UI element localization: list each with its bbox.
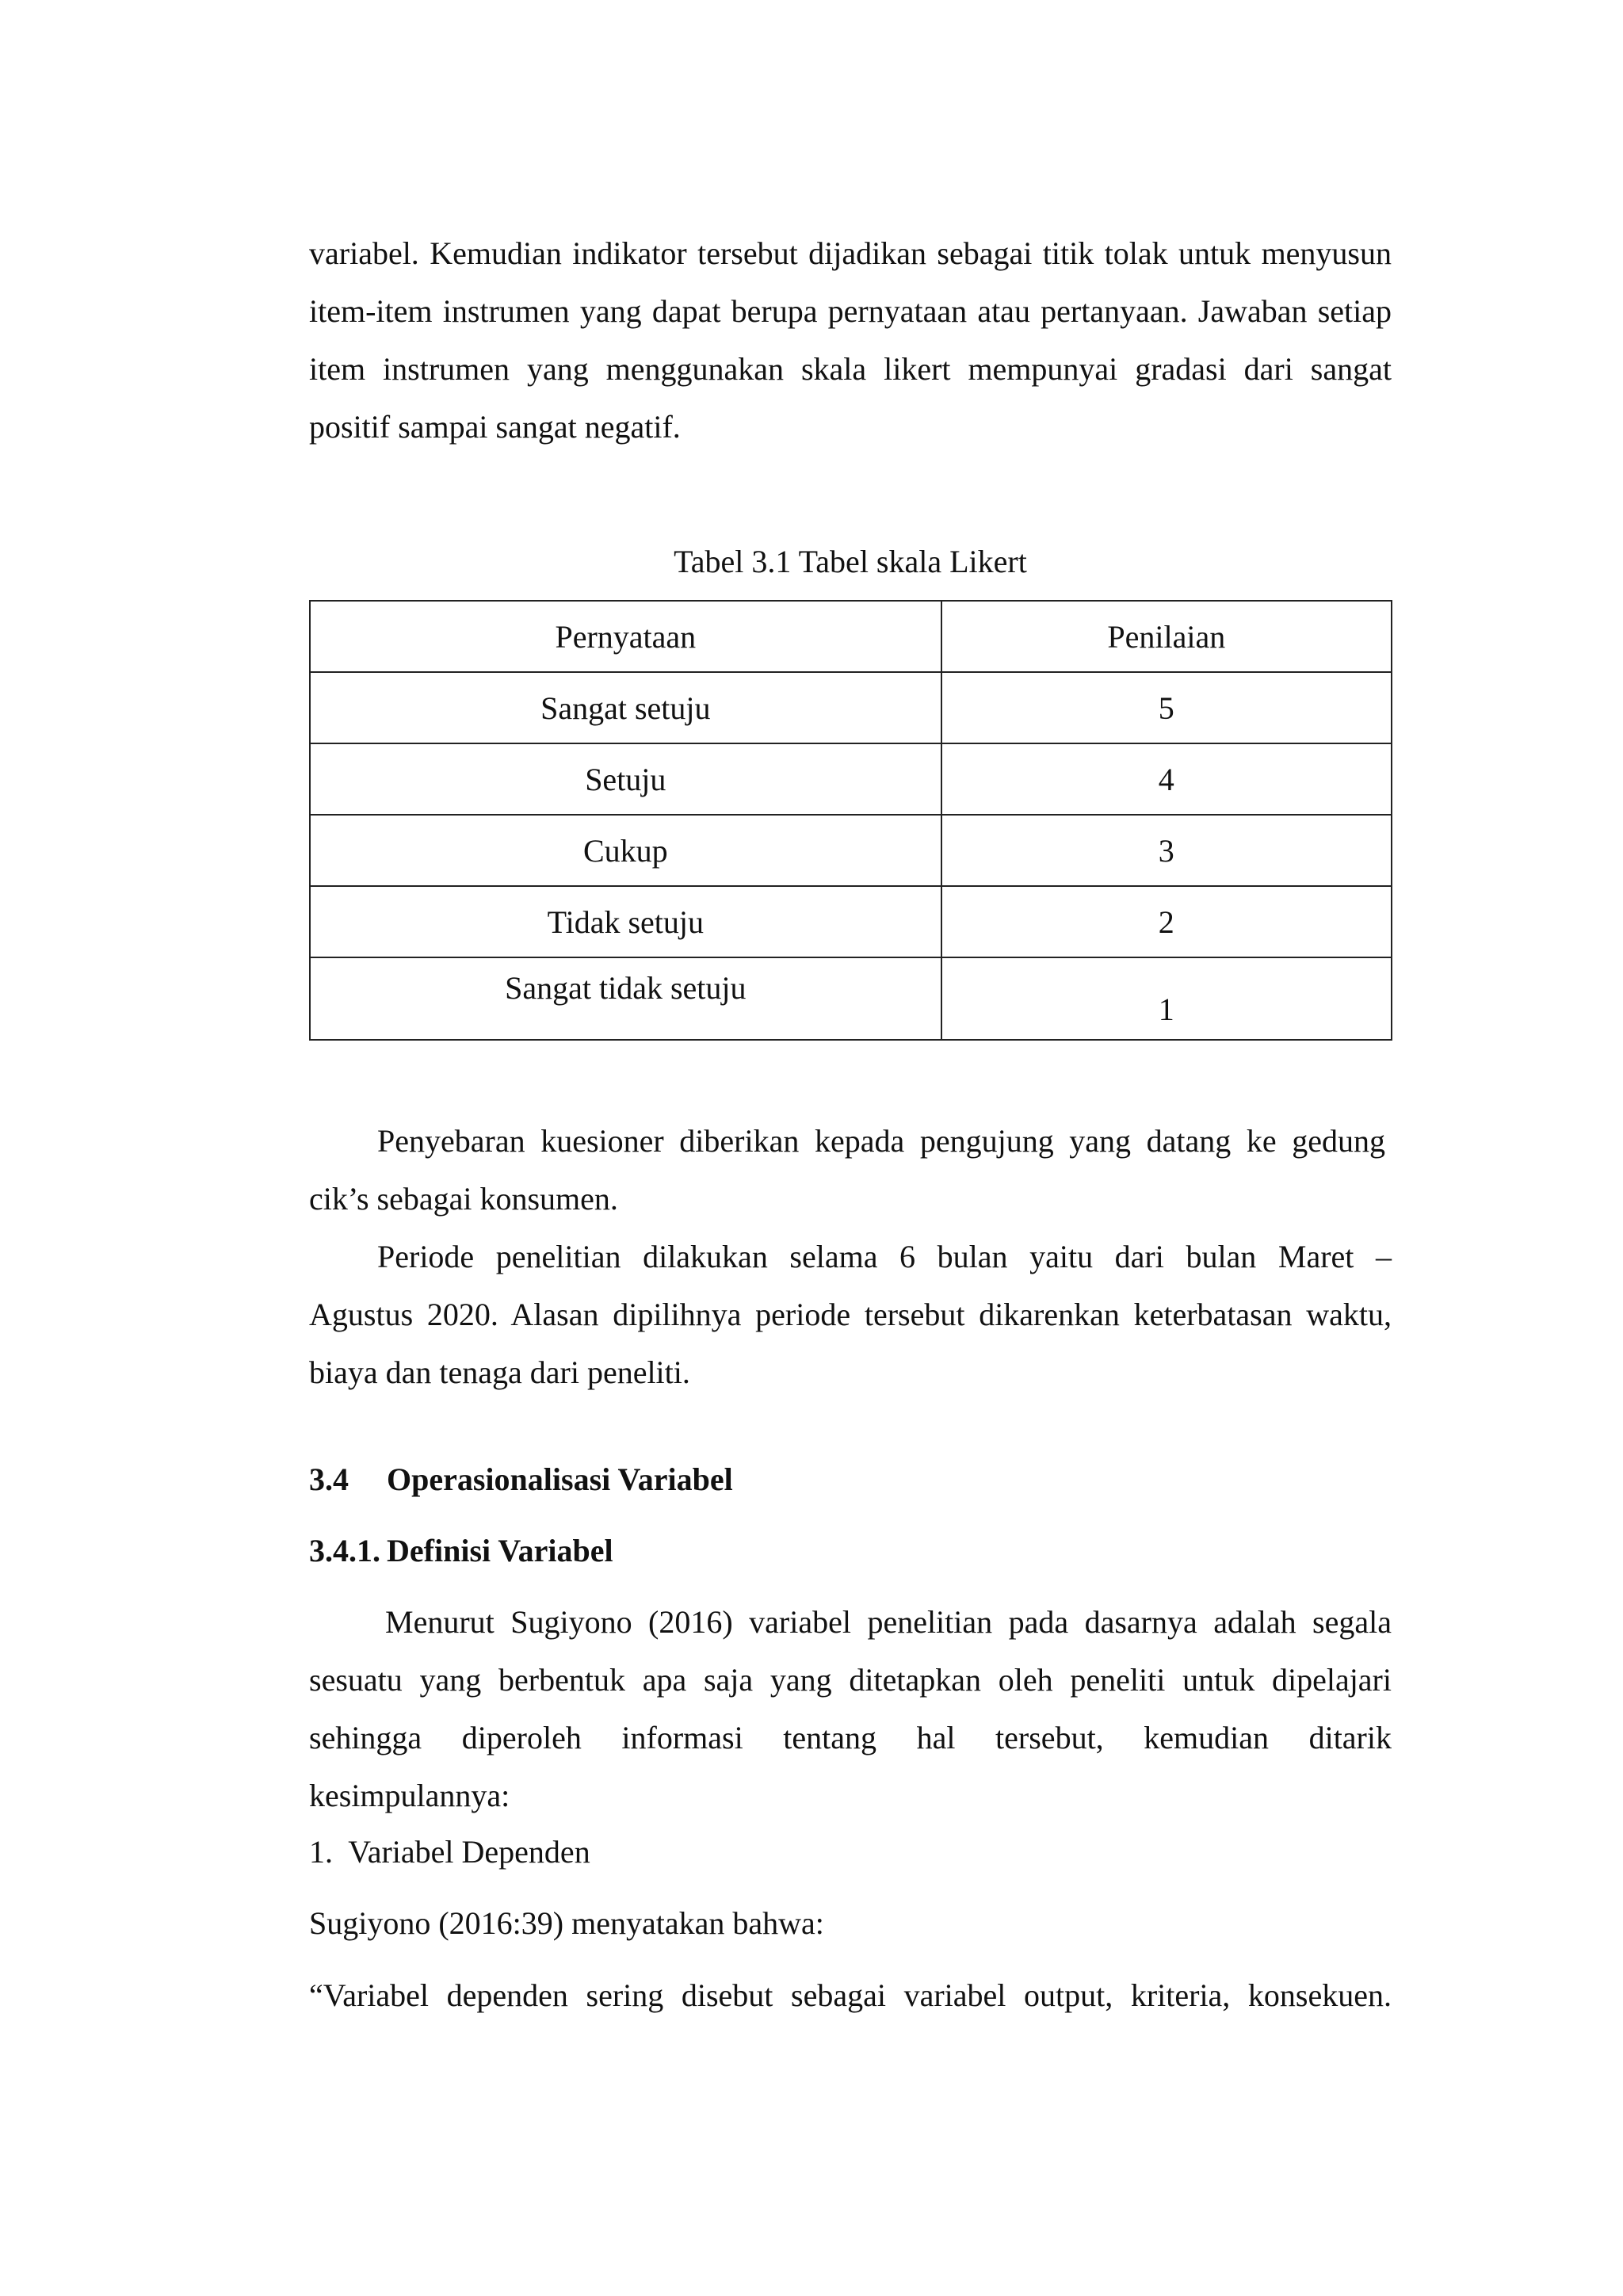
statement-cell: Setuju xyxy=(310,743,941,815)
distribution-paragraph-line-1: Penyebaran kuesioner diberikan kepada pengujung yang datang ke gedung xyxy=(377,1123,1385,1159)
table-row xyxy=(310,743,1392,815)
table-row xyxy=(310,886,1392,957)
definition-paragraph-line-3: sehingga diperoleh informasi tentang hal tersebut, kemudian ditarik xyxy=(309,1720,1392,1755)
table-row xyxy=(310,957,1392,1040)
definition-paragraph-line-2: sesuatu yang berbentuk apa saja yang ditetapkan oleh peneliti untuk dipelajari xyxy=(309,1662,1392,1698)
likert-scale-table xyxy=(309,600,1392,1041)
definition-paragraph-line-1: Menurut Sugiyono (2016) variabel penelitian pada dasarnya adalah segala xyxy=(385,1604,1392,1640)
score-cell: 1 xyxy=(941,957,1392,1040)
period-paragraph-line-1: Periode penelitian dilakukan selama 6 bulan yaitu dari bulan Maret – xyxy=(377,1239,1392,1274)
period-paragraph-line-2: Agustus 2020. Alasan dipilihnya periode tersebut dikarenkan keterbatasan waktu, xyxy=(309,1297,1392,1332)
subsection-number: 3.4.1. xyxy=(309,1533,380,1568)
distribution-paragraph-line-2: cik’s sebagai konsumen. xyxy=(309,1181,618,1217)
subsection-title: Definisi Variabel xyxy=(387,1533,613,1568)
quote-line: “Variabel dependen sering disebut sebagai variabel output, kriteria, konsekuen. xyxy=(309,1977,1392,2013)
section-title: Operasionalisasi Variabel xyxy=(387,1461,733,1497)
table-header-row xyxy=(310,601,1392,672)
score-cell: 3 xyxy=(941,815,1392,886)
intro-paragraph: variabel. Kemudian indikator tersebut dijadikan sebagai titik tolak untuk menyusun item-item instrumen yang dapat berupa pernyataan atau pertanyaan. Jawaban setiap item instrumen yang menggunakan skala likert mempunyai gradasi dari sangat positif sampai sangat negatif. xyxy=(309,235,1392,445)
score-cell: 5 xyxy=(941,672,1392,743)
score-cell: 2 xyxy=(941,886,1392,957)
column-header-statement: Pernyataan xyxy=(310,601,941,672)
table-caption: Tabel 3.1 Tabel skala Likert xyxy=(674,544,1027,579)
column-header-score: Penilaian xyxy=(941,601,1392,672)
table-row xyxy=(310,672,1392,743)
subsection-heading xyxy=(309,1531,1392,1571)
section-heading xyxy=(309,1460,1392,1499)
section-number: 3.4 xyxy=(309,1461,349,1497)
statement-cell: Tidak setuju xyxy=(310,886,941,957)
statement-cell: Sangat tidak setuju xyxy=(310,957,941,1040)
period-paragraph-line-3: biaya dan tenaga dari peneliti. xyxy=(309,1354,690,1390)
statement-cell: Cukup xyxy=(310,815,941,886)
definition-paragraph-line-4: kesimpulannya: xyxy=(309,1778,510,1813)
citation-line: Sugiyono (2016:39) menyatakan bahwa: xyxy=(309,1905,824,1941)
statement-cell: Sangat setuju xyxy=(310,672,941,743)
list-item-dependent-variable: 1. Variabel Dependen xyxy=(309,1834,590,1870)
score-cell: 4 xyxy=(941,743,1392,815)
table-row xyxy=(310,815,1392,886)
